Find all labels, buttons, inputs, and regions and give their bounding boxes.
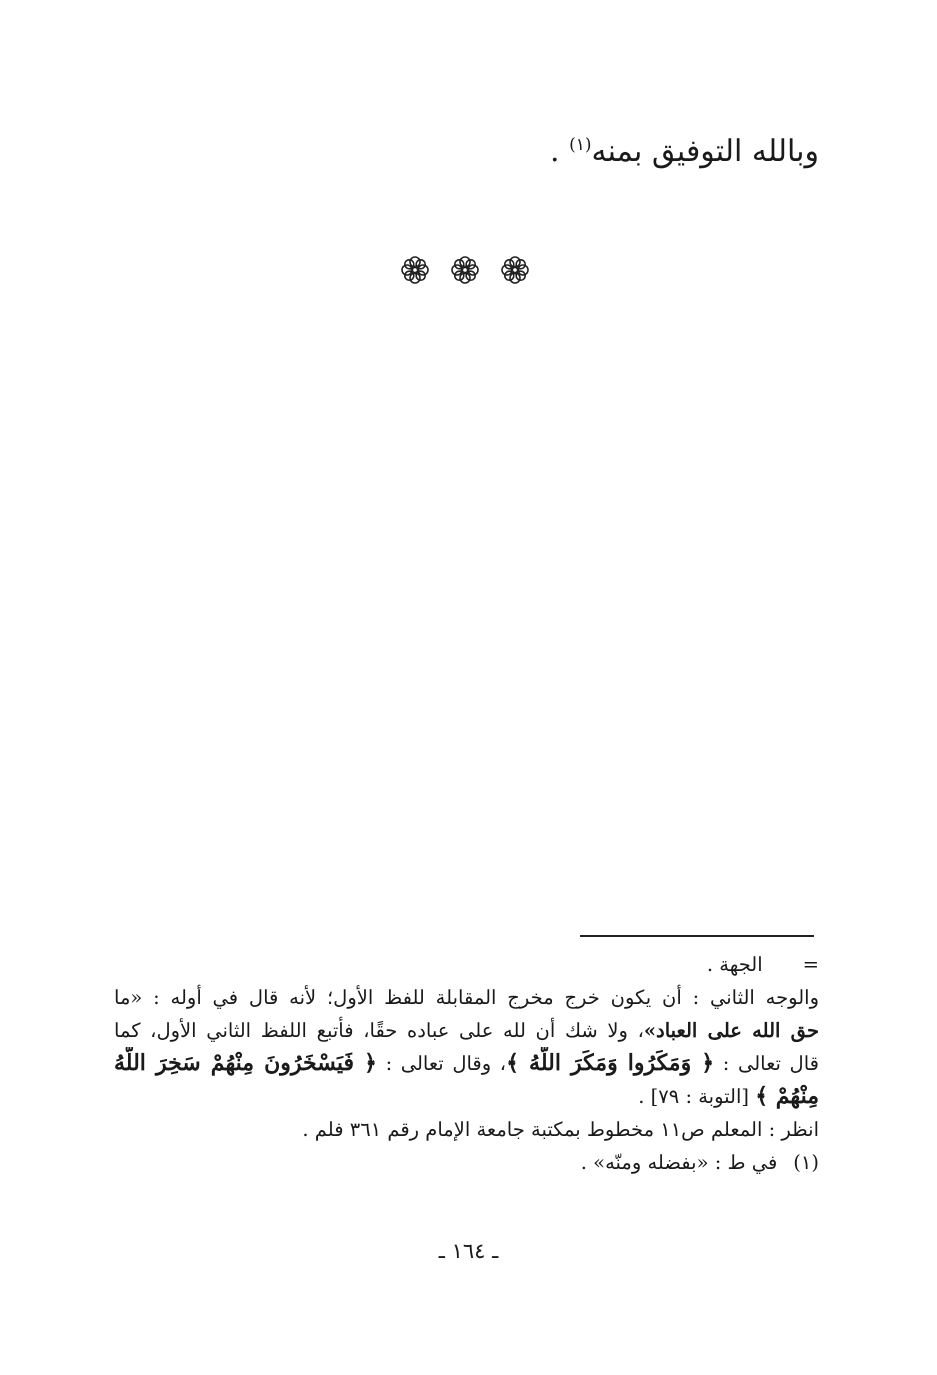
flower-ornament-icon [450, 255, 480, 285]
hadith-quote: حق الله على العباد» [643, 1019, 819, 1042]
section-divider [400, 252, 530, 288]
footnote-separator [580, 935, 814, 937]
page-number: ـ ١٦٤ ـ [438, 1239, 499, 1263]
footnote-number: (١) [793, 1151, 819, 1174]
quran-verse: ﴿ فَيَسْخَرُونَ مِنْهُمْ سَخِرَ اللَّهُ [114, 1050, 377, 1076]
footnote-text: ، وقال تعالى : [376, 1052, 507, 1075]
flower-ornament-icon [400, 255, 430, 285]
footnote-text: الجهة . [706, 953, 763, 976]
closing-sentence [550, 130, 819, 174]
footnote-text: في ط : «بفضله ومنّه» . [580, 1151, 778, 1174]
flower-ornament-icon [500, 255, 530, 285]
footnote-reference: (١) [569, 135, 592, 155]
closing-text: وبالله التوفيق بمنه [591, 134, 819, 169]
quran-verse: مِنْهُمْ ﴾ [755, 1083, 819, 1109]
verse-reference: [التوبة : ٧٩] . [638, 1085, 756, 1108]
footnote-item [114, 1146, 819, 1179]
footnote-text: ، ولا شك أن لله على عباده حقًا، فأتبع اللفظ الثاني الأول، كما [114, 1019, 644, 1042]
closing-period: . [550, 134, 570, 169]
footnote-text: قال تعالى : [714, 1052, 819, 1075]
footnote-line [114, 1047, 819, 1080]
quran-verse: ﴿ وَمَكَرُوا وَمَكَرَ اللَّهُ ﴾ [506, 1050, 715, 1076]
footnote-text: انظر : المعلم ص١١ مخطوط بمكتبة جامعة الإمام رقم ٣٦١ فلم . [302, 1118, 819, 1141]
footnote-line [114, 1014, 819, 1047]
continuation-marker: = [802, 953, 819, 976]
footnote-continuation-line [114, 948, 819, 981]
footnotes-section [114, 948, 819, 1179]
footnote-line [114, 1080, 819, 1113]
footnote-line [114, 981, 819, 1014]
footnote-line [114, 1113, 819, 1146]
footnote-text: والوجه الثاني : أن يكون خرج مخرج المقابلة للفظ الأول؛ لأنه قال في أوله : «ما [114, 986, 819, 1009]
